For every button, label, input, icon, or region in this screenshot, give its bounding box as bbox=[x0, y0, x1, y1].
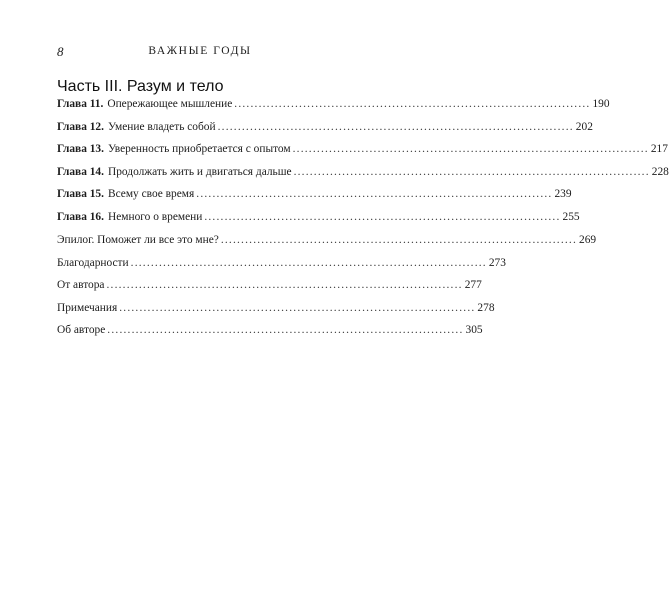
page-number: 8 bbox=[57, 44, 64, 59]
chapter-title: Опережающее мышление bbox=[107, 98, 233, 110]
chapter-label: Глава 16. bbox=[57, 210, 104, 223]
chapter-title: Продолжать жить и двигаться дальше bbox=[107, 165, 292, 178]
chapter-label: Глава 11. bbox=[57, 98, 104, 110]
chapter-title: Всему свое время bbox=[107, 188, 195, 201]
chapter-title: Уверенность приобретается с опытом bbox=[107, 143, 291, 156]
chapter-title: Умение владеть собой bbox=[107, 120, 216, 133]
entry-title: Примечания bbox=[57, 301, 118, 314]
page-ref: 273 bbox=[488, 256, 506, 269]
chapter-label: Глава 13. bbox=[57, 143, 104, 156]
toc-entry-chapter-13 bbox=[57, 143, 668, 166]
toc-entry-notes bbox=[57, 301, 495, 325]
chapter-label: Глава 14. bbox=[57, 165, 104, 178]
chapter-label: Глава 12. bbox=[57, 120, 104, 133]
toc-entry-chapter-15 bbox=[57, 188, 572, 211]
dot-leader: ........................................................................................ bbox=[106, 279, 463, 292]
page-ref: 305 bbox=[465, 324, 483, 337]
chapter-label: Глава 15. bbox=[57, 188, 104, 201]
dot-leader: ........................................................................................ bbox=[292, 143, 649, 156]
toc-entry-chapter-14 bbox=[57, 165, 669, 189]
chapter-title: Немного о времени bbox=[107, 210, 203, 223]
page-ref: 190 bbox=[592, 98, 610, 110]
dot-leader: ........................................................................................ bbox=[217, 120, 574, 133]
page-ref: 217 bbox=[650, 143, 668, 156]
page-ref: 255 bbox=[562, 210, 580, 223]
dot-leader: ........................................................................................ bbox=[220, 234, 578, 246]
entry-title: От автора bbox=[57, 279, 105, 292]
entry-title: Благодарности bbox=[57, 256, 129, 269]
part-heading: Часть III. Разум и тело bbox=[57, 78, 224, 95]
dot-leader: ........................................................................................ bbox=[196, 188, 553, 201]
dot-leader: ........................................................................................ bbox=[130, 256, 487, 269]
page-ref: 228 bbox=[651, 165, 669, 178]
dot-leader: ........................................................................................ bbox=[234, 98, 591, 110]
dot-leader: ........................................................................................ bbox=[293, 165, 650, 178]
page-ref: 202 bbox=[575, 120, 593, 133]
toc-entry-acknowledgements bbox=[57, 256, 506, 280]
toc-entry-about-author bbox=[57, 324, 483, 347]
running-head bbox=[57, 44, 343, 60]
page-ref: 239 bbox=[554, 188, 572, 201]
entry-title: Об авторе bbox=[57, 324, 106, 337]
dot-leader: ........................................................................................ bbox=[119, 301, 476, 314]
toc-entry-epilogue bbox=[57, 234, 597, 257]
dot-leader: ........................................................................................ bbox=[107, 324, 464, 337]
entry-title: Эпилог. Поможет ли все это мне? bbox=[57, 234, 219, 246]
toc-entry-chapter-16 bbox=[57, 210, 580, 234]
chapter-list bbox=[57, 98, 669, 234]
toc-entry-chapter-11 bbox=[57, 98, 610, 121]
running-title: ВАЖНЫЕ ГОДЫ bbox=[148, 45, 252, 57]
page-ref: 278 bbox=[477, 301, 495, 314]
dot-leader: ........................................................................................ bbox=[204, 210, 561, 223]
page-ref: 269 bbox=[579, 234, 597, 246]
toc-entry-from-author bbox=[57, 279, 482, 302]
back-matter-list bbox=[57, 234, 597, 347]
toc-entry-chapter-12 bbox=[57, 120, 593, 144]
page-ref: 277 bbox=[464, 279, 482, 292]
